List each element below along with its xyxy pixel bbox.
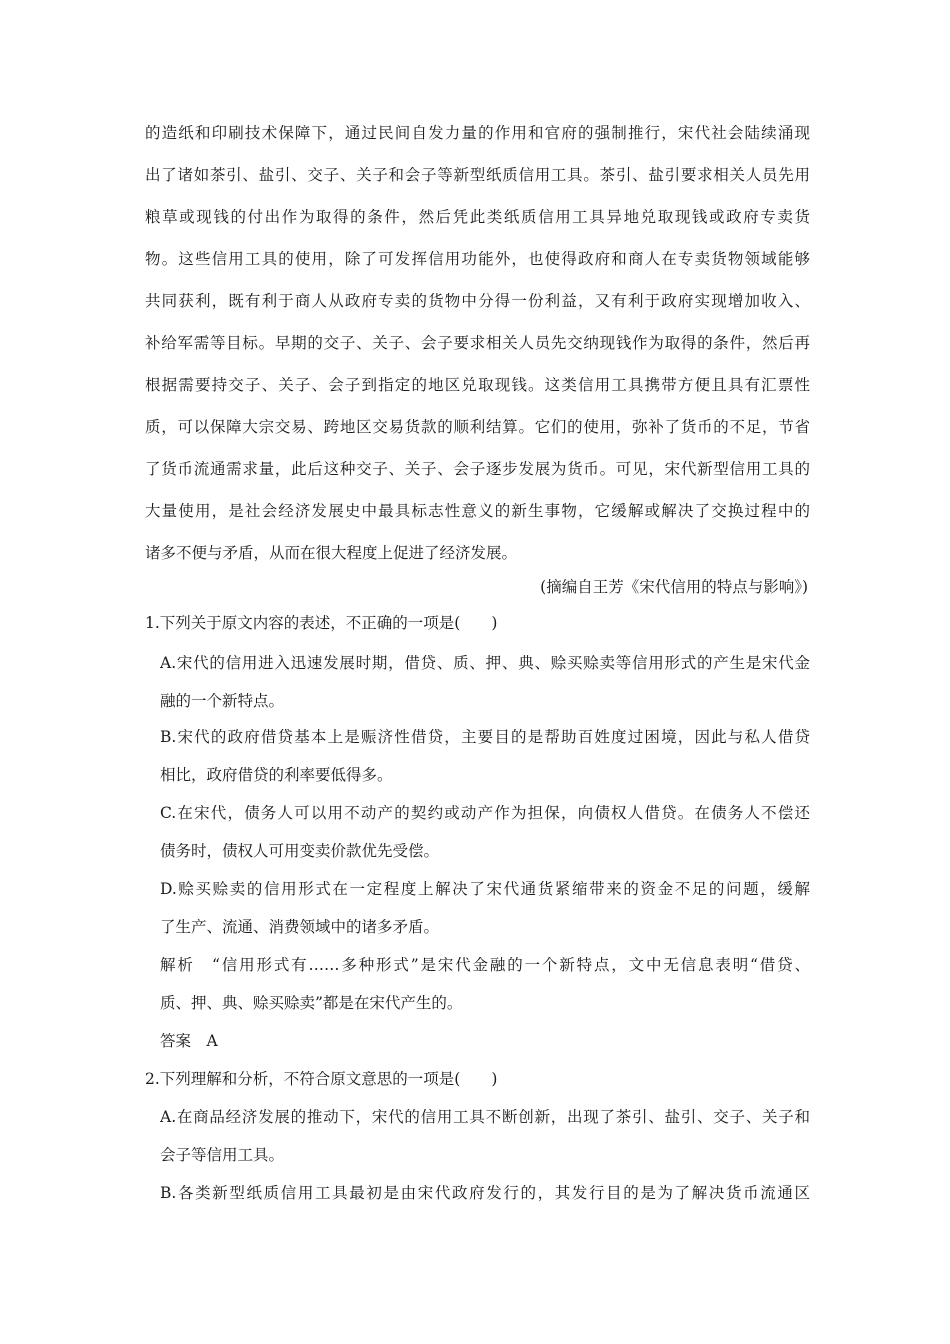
option-c-cont: 债务时，债权人可用变卖价款优先受偿。 (160, 842, 440, 860)
question-stem: 2.下列理解和分析，不符合原文意思的一项是( ) (145, 1070, 498, 1088)
passage-line: 了货币流通需求量，此后这种交子、关子、会子逐步发展为货币。可见，宋代新型信用工具的 (145, 460, 810, 478)
passage-line: 共同获利，既有利于商人从政府专卖的货物中分得一份利益，又有利于政府实现增加收入、 (145, 292, 810, 310)
option-a-cont: 会子等信用工具。 (160, 1146, 285, 1164)
passage-line: 补给军需等目标。早期的交子、关子、会子要求相关人员先交纳现钱作为取得的条件，然后再 (145, 334, 810, 352)
passage-line: 大量使用，是社会经济发展史中最具标志性意义的新生事物，它缓解或解决了交换过程中的 (145, 502, 810, 520)
option-b: B.宋代的政府借贷基本上是赈济性借贷，主要目的是帮助百姓度过困境，因此与私人借贷 (160, 728, 810, 746)
passage-line: 质，可以保障大宗交易、跨地区交易货款的顺利结算。它们的使用，弥补了货币的不足，节省 (145, 418, 810, 436)
passage-line: 诸多不便与矛盾，从而在很大程度上促进了经济发展。 (145, 544, 518, 562)
option-b-cont: 相比，政府借贷的利率要低得多。 (160, 766, 393, 784)
option-a: A.宋代的信用进入迅速发展时期，借贷、质、押、典、赊买赊卖等信用形式的产生是宋代金 (160, 654, 810, 672)
citation: (摘编自王芳《宋代信用的特点与影响》) (540, 578, 808, 596)
passage-line: 根据需要持交子、关子、会子到指定的地区兑取现钱。这类信用工具携带方便且具有汇票性 (145, 376, 810, 394)
passage-line: 出了诸如茶引、盐引、交子、关子和会子等新型纸质信用工具。茶引、盐引要求相关人员先用 (145, 166, 810, 184)
passage-line: 的造纸和印刷技术保障下，通过民间自发力量的作用和官府的强制推行，宋代社会陆续涌现 (145, 124, 810, 142)
option-d: D.赊买赊卖的信用形式在一定程度上解决了宋代通货紧缩带来的资金不足的问题，缓解 (160, 880, 810, 898)
passage-line: 物。这些信用工具的使用，除了可发挥信用功能外，也使得政府和商人在专卖货物领域能够 (145, 250, 810, 268)
analysis-cont: 质、押、典、赊买赊卖”都是在宋代产生的。 (160, 994, 463, 1012)
analysis: 解析 “信用形式有……多种形式”是宋代金融的一个新特点，文中无信息表明“借贷、 (160, 956, 810, 974)
passage-line: 粮草或现钱的付出作为取得的条件，然后凭此类纸质信用工具异地兑取现钱或政府专卖货 (145, 208, 810, 226)
question-stem: 1.下列关于原文内容的表述，不正确的一项是( ) (145, 614, 498, 632)
answer: 答案 A (160, 1032, 218, 1050)
option-b: B.各类新型纸质信用工具最初是由宋代政府发行的，其发行目的是为了解决货币流通区 (160, 1184, 810, 1202)
option-a-cont: 融的一个新特点。 (160, 692, 285, 710)
option-d-cont: 了生产、流通、消费领域中的诸多矛盾。 (160, 918, 440, 936)
option-c: C.在宋代，债务人可以用不动产的契约或动产作为担保，向债权人借贷。在债务人不偿还 (160, 804, 810, 822)
option-a: A.在商品经济发展的推动下，宋代的信用工具不断创新，出现了茶引、盐引、交子、关子和 (160, 1108, 810, 1126)
